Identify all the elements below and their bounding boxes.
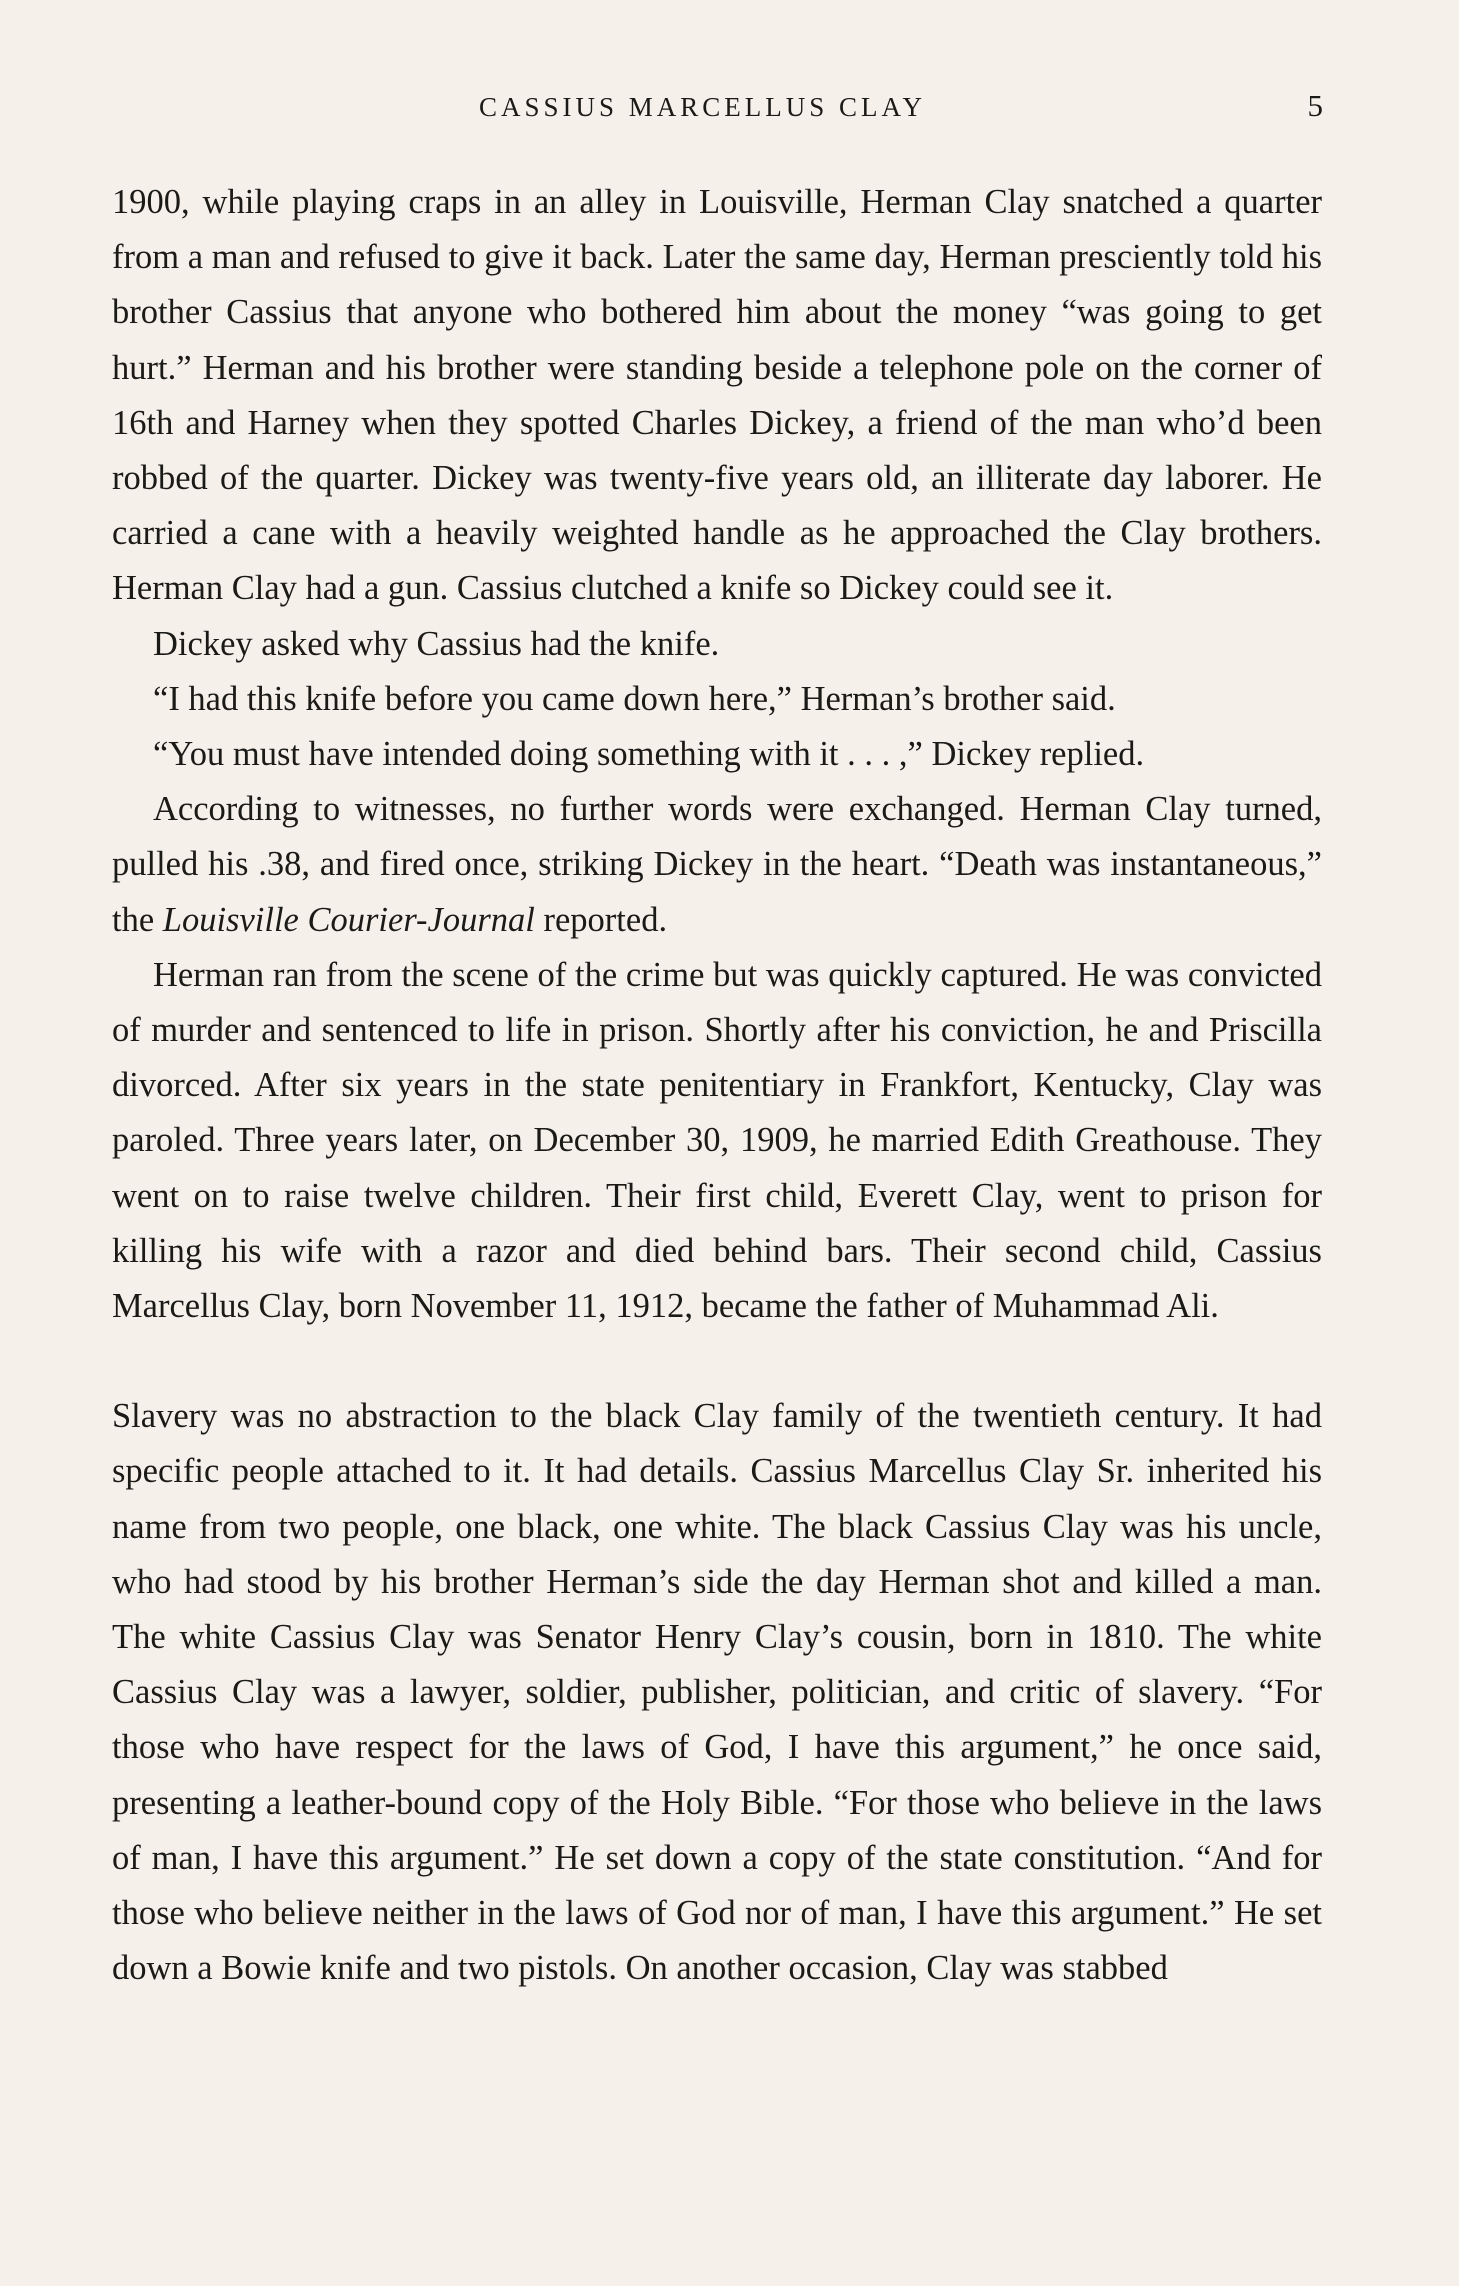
paragraph-herman-ran: Herman ran from the scene of the crime but was quickly captured. He was convicted of murder and sentenced to life in prison. Shortly after his conviction, he and Priscilla divorced. After six years in the state penitentiary in Frankfort, Kentucky, Clay was paroled. Three years later, on December 30, 1909, he married Edith Greathouse. They went on to raise twelve children. Their first child, Everett Clay, went to prison for killing his wife with a razor and died behind bars. Their second child, Cassius Marcellus Clay, born November 11, 1912, became the father of Muhammad Ali. [112,955,1322,1326]
paragraph-according-to-witnesses [112,782,1322,948]
page-number: 5 [1307,88,1323,123]
paragraph-had-this-knife: “I had this knife before you came down here,” Herman’s brother said. [153,679,1116,718]
body-text [112,175,1322,1997]
paragraph-slavery: Slavery was no abstraction to the black Clay family of the twentieth century. It had specific people attached to it. It had details. Cassius Marcellus Clay Sr. inherited his name from two people, one black, one white. The black Cassius Clay was his uncle, who had stood by his brother Herman’s side the day Herman shot and killed a man. The white Cassius Clay was Senator Henry Clay’s cousin, born in 1810. The white Cassius Clay was a lawyer, soldier, publisher, politician, and critic of slavery. “For those who have respect for the laws of God, I have this argument,” he once said, presenting a leather-bound copy of the Holy Bible. “For those who believe in the laws of man, I have this argument.” He set down a copy of the state constitution. “And for those who believe neither in the laws of God nor of man, I have this argument.” He set down a Bowie knife and two pistols. On another occasion, Clay was stabbed [112,1397,1322,1988]
paragraph-continuation: 1900, while playing craps in an alley in Louisville, Herman Clay snatched a quarter from a man and refused to give it back. Later the same day, Herman presciently told his brother Cassius that anyone who bothered him about the money “was going to get hurt.” Herman and his brother were standing beside a telephone pole on the corner of 16th and Harney when they spotted Charles Dickey, a friend of the man who’d been robbed of the quarter. Dickey was twenty-five years old, an illiterate day laborer. He carried a cane with a heavily weighted handle as he approached the Clay brothers. Herman Clay had a gun. Cassius clutched a knife so Dickey could see it. [112,183,1322,608]
text-segment: reported. [534,900,668,939]
paragraph-must-have-intended: “You must have intended doing something with it . . . ,” Dickey replied. [153,735,1145,774]
newspaper-title: Louisville Courier-Journal [162,900,535,939]
running-title: CASSIUS MARCELLUS CLAY [478,92,927,122]
text-segment: According to witnesses, no further words were exchanged. Herman Clay turned, pulled his .38, and fired once, striking Dickey in the heart. “Death was instantaneous,” the [112,790,1322,939]
running-head [0,88,1459,128]
paragraph-dickey-asked: Dickey asked why Cassius had the knife. [153,624,720,663]
